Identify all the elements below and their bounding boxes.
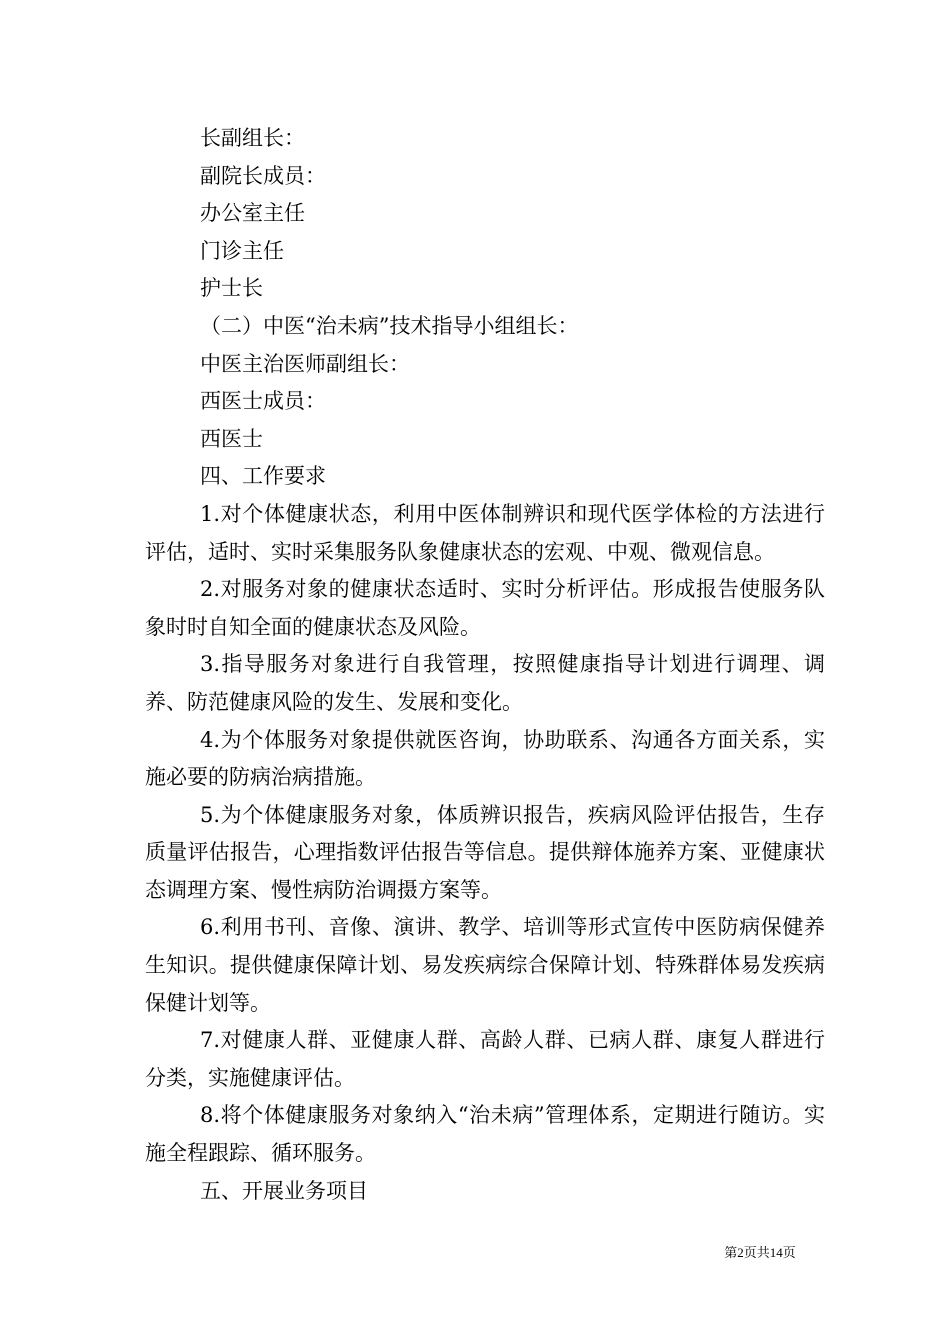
subsection-heading: （二）中医“治未病”技术指导小组组长： <box>200 313 579 338</box>
text-line: 西医士成员： <box>200 389 326 414</box>
text-line: 护士长 <box>200 276 263 301</box>
text-line: 西医士 <box>200 426 263 451</box>
paragraph: 3.指导服务对象进行自我管理，按照健康指导计划进行调理、调养、防范健康风险的发生、发展和变化。 <box>145 652 825 714</box>
paragraph: 8.将个体健康服务对象纳入“治未病”管理体系，定期进行随访。实施全程跟踪、循环服务。 <box>145 1103 825 1166</box>
paragraph: 2.对服务对象的健康状态适时、实时分析评估。形成报告使服务队象时时自知全面的健康状态及风险。 <box>145 577 825 639</box>
text-line: 长副组长： <box>200 126 305 150</box>
footer-suffix: 页 <box>782 1246 796 1261</box>
footer-prefix: 第 <box>724 1246 738 1261</box>
text-line: 副院长成员： <box>200 163 326 188</box>
text-line: 中医主治医师副组长： <box>200 351 410 376</box>
paragraph: 4.为个体服务对象提供就医咨询，协助联系、沟通各方面关系，实施必要的防病治病措施。 <box>145 727 825 790</box>
paragraph: 1.对个体健康状态，利用中医体制辨识和现代医学体检的方法进行评估，适时、实时采集服务队象健康状态的宏观、中观、微观信息。 <box>145 501 825 564</box>
paragraph: 6.利用书刊、音像、演讲、教学、培训等形式宣传中医防病保健养生知识。提供健康保障计划、易发疾病综合保障计划、特殊群体易发疾病保健计划等。 <box>145 915 825 1015</box>
section-heading: 四、工作要求 <box>200 464 326 489</box>
current-page-number: 2 <box>737 1245 744 1260</box>
text-line: 办公室主任 <box>200 201 305 226</box>
paragraph: 7.对健康人群、亚健康人群、高龄人群、已病人群、康复人群进行分类，实施健康评估。 <box>145 1028 825 1090</box>
page-footer <box>0 1244 950 1263</box>
document-body <box>145 120 825 1210</box>
total-pages-number: 14 <box>769 1245 783 1260</box>
footer-middle: 页共 <box>743 1246 770 1261</box>
paragraph: 5.为个体健康服务对象，体质辨识报告，疾病风险评估报告，生存质量评估报告，心理指数评估报告等信息。提供辩体施养方案、亚健康状态调理方案、慢性病防治调摄方案等。 <box>145 802 825 902</box>
text-line: 门诊主任 <box>200 238 284 263</box>
section-heading: 五、开展业务项目 <box>200 1178 368 1203</box>
